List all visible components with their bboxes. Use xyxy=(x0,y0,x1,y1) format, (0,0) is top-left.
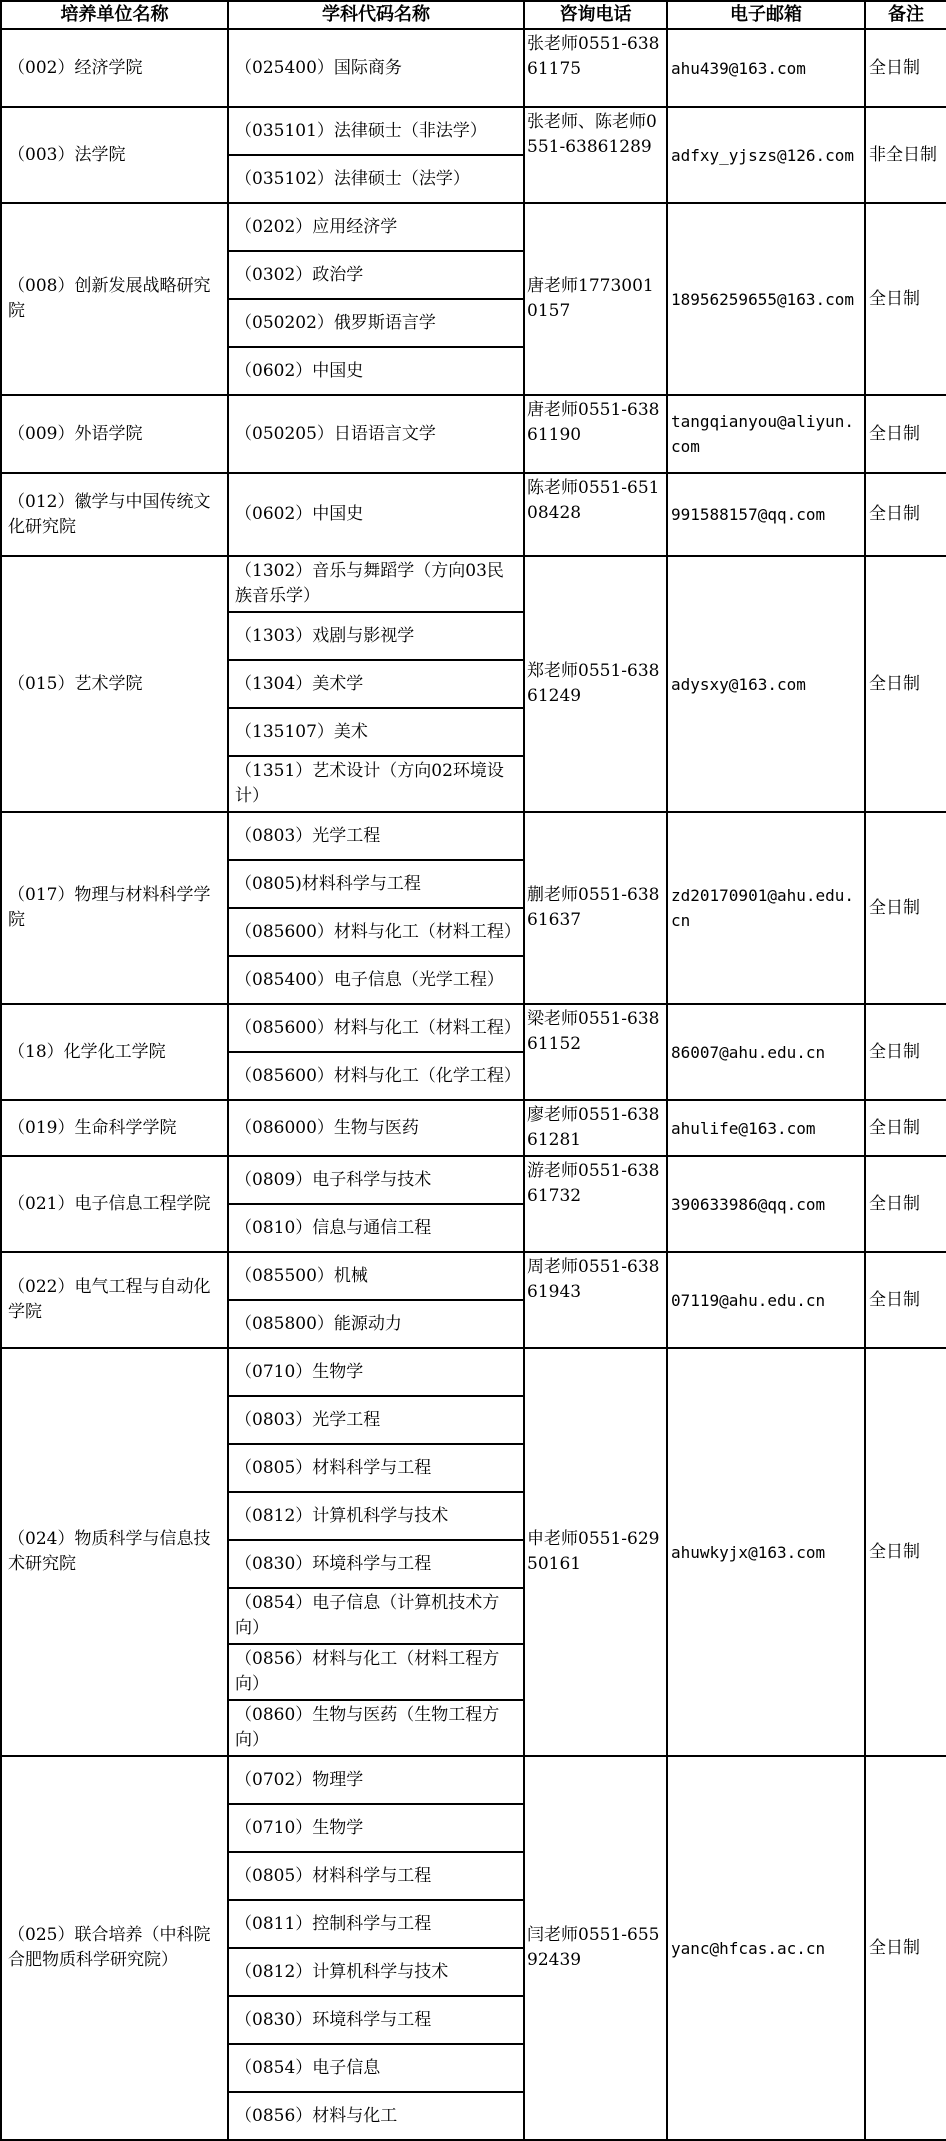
unit-name-cell: （015）艺术学院 xyxy=(1,556,228,812)
phone-cell: 闫老师0551-65592439 xyxy=(524,1756,667,2140)
unit-name-cell: （002）经济学院 xyxy=(1,29,228,107)
major-cell: （0809）电子科学与技术 xyxy=(228,1156,524,1204)
major-cell: （0602）中国史 xyxy=(228,473,524,556)
email-cell: zd20170901@ahu.edu.cn xyxy=(667,812,865,1004)
table-row xyxy=(1,1004,946,1052)
major-cell: （035102）法律硕士（法学） xyxy=(228,155,524,203)
major-cell: （0854）电子信息（计算机技术方向） xyxy=(228,1588,524,1644)
email-cell: adfxy_yjszs@126.com xyxy=(667,107,865,203)
table-header-row xyxy=(1,1,946,29)
major-cell: （0856）材料与化工 xyxy=(228,2092,524,2140)
major-cell: （1303）戏剧与影视学 xyxy=(228,612,524,660)
unit-name-cell: （18）化学化工学院 xyxy=(1,1004,228,1100)
table-row xyxy=(1,473,946,556)
major-cell: （135107）美术 xyxy=(228,708,524,756)
email-cell: yanc@hfcas.ac.cn xyxy=(667,1756,865,2140)
header-phone: 咨询电话 xyxy=(524,1,667,29)
major-cell: （0803）光学工程 xyxy=(228,1396,524,1444)
note-cell: 全日制 xyxy=(865,1252,946,1348)
major-cell: （0702）物理学 xyxy=(228,1756,524,1804)
major-cell: （0805)材料科学与工程 xyxy=(228,860,524,908)
table-body xyxy=(1,29,946,2140)
major-cell: （0710）生物学 xyxy=(228,1804,524,1852)
note-cell: 全日制 xyxy=(865,1348,946,1756)
unit-name-cell: （022）电气工程与自动化学院 xyxy=(1,1252,228,1348)
major-cell: （1304）美术学 xyxy=(228,660,524,708)
major-cell: （085500）机械 xyxy=(228,1252,524,1300)
unit-name-cell: （024）物质科学与信息技术研究院 xyxy=(1,1348,228,1756)
major-cell: （0812）计算机科学与技术 xyxy=(228,1948,524,1996)
phone-cell: 唐老师17730010157 xyxy=(524,203,667,395)
email-cell: tangqianyou@aliyun.com xyxy=(667,395,865,473)
unit-name-cell: （021）电子信息工程学院 xyxy=(1,1156,228,1252)
email-cell: adysxy@163.com xyxy=(667,556,865,812)
note-cell: 全日制 xyxy=(865,203,946,395)
major-cell: （085400）电子信息（光学工程） xyxy=(228,956,524,1004)
email-cell: ahu439@163.com xyxy=(667,29,865,107)
phone-cell: 廖老师0551-63861281 xyxy=(524,1100,667,1156)
major-cell: （025400）国际商务 xyxy=(228,29,524,107)
unit-name-cell: （012）徽学与中国传统文化研究院 xyxy=(1,473,228,556)
phone-cell: 张老师0551-63861175 xyxy=(524,29,667,107)
major-cell: （035101）法律硕士（非法学） xyxy=(228,107,524,155)
phone-cell: 郑老师0551-63861249 xyxy=(524,556,667,812)
phone-cell: 蒯老师0551-63861637 xyxy=(524,812,667,1004)
major-cell: （0856）材料与化工（材料工程方向） xyxy=(228,1644,524,1700)
unit-name-cell: （019）生命科学学院 xyxy=(1,1100,228,1156)
note-cell: 全日制 xyxy=(865,1100,946,1156)
email-cell: ahulife@163.com xyxy=(667,1100,865,1156)
major-cell: （085800）能源动力 xyxy=(228,1300,524,1348)
email-cell: 18956259655@163.com xyxy=(667,203,865,395)
major-cell: （0202）应用经济学 xyxy=(228,203,524,251)
major-cell: （0302）政治学 xyxy=(228,251,524,299)
note-cell: 非全日制 xyxy=(865,107,946,203)
table-row xyxy=(1,1156,946,1204)
major-cell: （0602）中国史 xyxy=(228,347,524,395)
note-cell: 全日制 xyxy=(865,1756,946,2140)
header-major: 学科代码名称 xyxy=(228,1,524,29)
phone-cell: 梁老师0551-63861152 xyxy=(524,1004,667,1100)
major-cell: （0830）环境科学与工程 xyxy=(228,1540,524,1588)
table-row xyxy=(1,812,946,860)
table-row xyxy=(1,556,946,612)
major-cell: （0803）光学工程 xyxy=(228,812,524,860)
phone-cell: 周老师0551-63861943 xyxy=(524,1252,667,1348)
major-cell: （085600）材料与化工（材料工程） xyxy=(228,908,524,956)
major-cell: （085600）材料与化工（材料工程） xyxy=(228,1004,524,1052)
phone-cell: 陈老师0551-65108428 xyxy=(524,473,667,556)
major-cell: （0805）材料科学与工程 xyxy=(228,1444,524,1492)
major-cell: （050202）俄罗斯语言学 xyxy=(228,299,524,347)
unit-name-cell: （003）法学院 xyxy=(1,107,228,203)
header-email: 电子邮箱 xyxy=(667,1,865,29)
table-row xyxy=(1,1348,946,1396)
email-cell: 991588157@qq.com xyxy=(667,473,865,556)
major-cell: （086000）生物与医药 xyxy=(228,1100,524,1156)
major-cell: （1351）艺术设计（方向02环境设计） xyxy=(228,756,524,812)
note-cell: 全日制 xyxy=(865,812,946,1004)
table-row xyxy=(1,1756,946,1804)
unit-name-cell: （008）创新发展战略研究院 xyxy=(1,203,228,395)
major-cell: （0811）控制科学与工程 xyxy=(228,1900,524,1948)
phone-cell: 张老师、陈老师0551-63861289 xyxy=(524,107,667,203)
major-cell: （085600）材料与化工（化学工程） xyxy=(228,1052,524,1100)
note-cell: 全日制 xyxy=(865,395,946,473)
unit-name-cell: （017）物理与材料科学学院 xyxy=(1,812,228,1004)
email-cell: 86007@ahu.edu.cn xyxy=(667,1004,865,1100)
note-cell: 全日制 xyxy=(865,1156,946,1252)
major-cell: （0860）生物与医药（生物工程方向） xyxy=(228,1700,524,1756)
note-cell: 全日制 xyxy=(865,473,946,556)
email-cell: ahuwkyjx@163.com xyxy=(667,1348,865,1756)
phone-cell: 申老师0551-62950161 xyxy=(524,1348,667,1756)
table-row xyxy=(1,1252,946,1300)
major-cell: （0854）电子信息 xyxy=(228,2044,524,2092)
table-row xyxy=(1,107,946,155)
major-cell: （0710）生物学 xyxy=(228,1348,524,1396)
header-unit: 培养单位名称 xyxy=(1,1,228,29)
table-row xyxy=(1,1100,946,1156)
table-row xyxy=(1,29,946,107)
unit-name-cell: （009）外语学院 xyxy=(1,395,228,473)
table-row xyxy=(1,203,946,251)
major-cell: （0830）环境科学与工程 xyxy=(228,1996,524,2044)
note-cell: 全日制 xyxy=(865,1004,946,1100)
phone-cell: 游老师0551-63861732 xyxy=(524,1156,667,1252)
table-row xyxy=(1,395,946,473)
note-cell: 全日制 xyxy=(865,556,946,812)
major-cell: （0810）信息与通信工程 xyxy=(228,1204,524,1252)
unit-name-cell: （025）联合培养（中科院合肥物质科学研究院） xyxy=(1,1756,228,2140)
phone-cell: 唐老师0551-63861190 xyxy=(524,395,667,473)
header-note: 备注 xyxy=(865,1,946,29)
major-cell: （0812）计算机科学与技术 xyxy=(228,1492,524,1540)
major-cell: （050205）日语语言文学 xyxy=(228,395,524,473)
major-cell: （0805）材料科学与工程 xyxy=(228,1852,524,1900)
email-cell: 390633986@qq.com xyxy=(667,1156,865,1252)
major-cell: （1302）音乐与舞蹈学（方向03民族音乐学） xyxy=(228,556,524,612)
note-cell: 全日制 xyxy=(865,29,946,107)
email-cell: 07119@ahu.edu.cn xyxy=(667,1252,865,1348)
